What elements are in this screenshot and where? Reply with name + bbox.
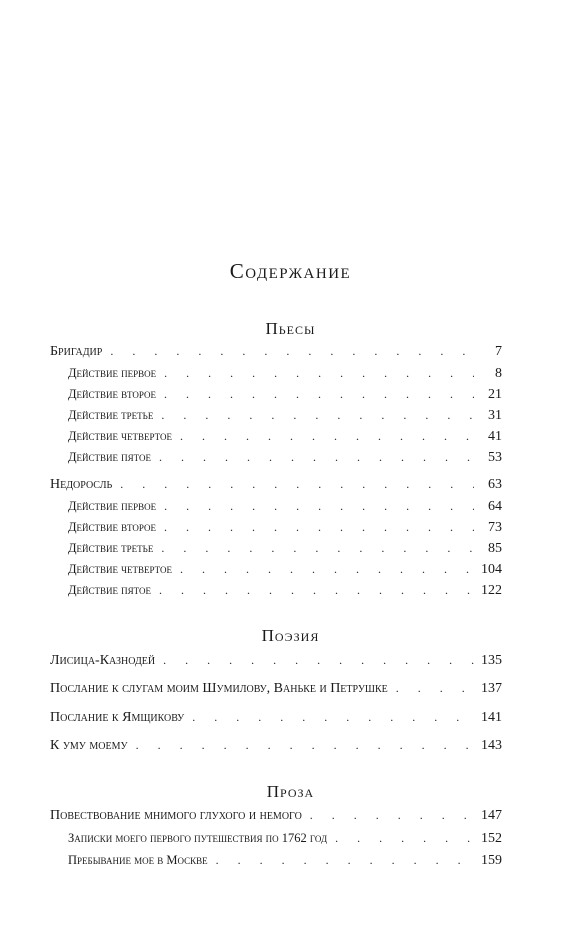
toc-entry-page: 73 xyxy=(488,520,502,535)
dot-leader xyxy=(310,808,474,823)
dot-leader xyxy=(110,344,474,359)
toc-entry[interactable] xyxy=(50,738,502,758)
toc-subentry[interactable] xyxy=(68,583,502,603)
dot-leader xyxy=(120,477,474,492)
toc-entry-label: Действие третье xyxy=(68,408,154,422)
toc-subentry[interactable] xyxy=(68,408,502,428)
toc-subentry[interactable] xyxy=(68,853,502,873)
dot-leader xyxy=(164,520,474,535)
toc-subentry[interactable] xyxy=(68,831,502,851)
dot-leader xyxy=(161,541,474,556)
dot-leader xyxy=(192,710,474,725)
toc-subentry[interactable] xyxy=(68,450,502,470)
toc-entry-label: Действие четвертое xyxy=(68,429,172,443)
dot-leader xyxy=(396,681,474,696)
toc-entry-label: Действие второе xyxy=(68,520,157,534)
section-heading-plays: Пьесы xyxy=(265,319,316,338)
dot-leader xyxy=(180,562,474,577)
toc-entry-label: Действие пятое xyxy=(68,450,152,464)
toc-entry-page: 122 xyxy=(481,583,502,598)
toc-entry-label: Послание к Ямщикову xyxy=(50,710,185,725)
toc-entry-page: 137 xyxy=(481,681,502,696)
toc-entry-page: 8 xyxy=(495,366,502,381)
toc-entry-page: 143 xyxy=(481,738,502,753)
toc-entry[interactable] xyxy=(50,344,502,364)
section-heading-poetry: Поэзия xyxy=(261,626,320,645)
toc-entry[interactable] xyxy=(50,710,502,730)
toc-subentry[interactable] xyxy=(68,366,502,386)
toc-entry[interactable] xyxy=(50,477,502,497)
dot-leader xyxy=(216,853,474,868)
toc-entry[interactable] xyxy=(50,681,502,701)
toc-subentry[interactable] xyxy=(68,387,502,407)
toc-entry-label: Действие второе xyxy=(68,387,157,401)
toc-entry-label: К уму моему xyxy=(50,738,128,753)
toc-entry-page: 135 xyxy=(481,653,502,668)
toc-entry-label: Повествование мнимого глухого и немого xyxy=(50,808,302,823)
dot-leader xyxy=(164,499,474,514)
toc-entry-page: 53 xyxy=(488,450,502,465)
toc-entry-page: 31 xyxy=(488,408,502,423)
dot-leader xyxy=(164,366,474,381)
toc-entry[interactable] xyxy=(50,653,502,673)
dot-leader xyxy=(163,653,474,668)
toc-entry-page: 104 xyxy=(481,562,502,577)
toc-subentry[interactable] xyxy=(68,562,502,582)
toc-entry-label: Действие пятое xyxy=(68,583,152,597)
toc-entry-label: Действие четвертое xyxy=(68,562,172,576)
toc-subentry[interactable] xyxy=(68,429,502,449)
toc-entry-page: 141 xyxy=(481,710,502,725)
dot-leader xyxy=(164,387,474,402)
dot-leader xyxy=(180,429,474,444)
toc-entry-page: 85 xyxy=(488,541,502,556)
toc-entry-label: Действие первое xyxy=(68,366,157,380)
toc-entry[interactable] xyxy=(50,808,502,828)
dot-leader xyxy=(335,831,474,846)
toc-entry-page: 63 xyxy=(488,477,502,492)
toc-entry-label: Записки моего первого путешествия по 1762 год xyxy=(68,831,328,845)
toc-entry-page: 7 xyxy=(495,344,502,359)
dot-leader xyxy=(159,450,474,465)
toc-entry-label: Пребывание мое в Москве xyxy=(68,853,208,867)
dot-leader xyxy=(159,583,474,598)
toc-entry-label: Действие первое xyxy=(68,499,157,513)
dot-leader xyxy=(136,738,474,753)
toc-entry-page: 21 xyxy=(488,387,502,402)
toc-entry-label: Бригадир xyxy=(50,344,103,359)
toc-entry-page: 41 xyxy=(488,429,502,444)
section-heading-prose: Проза xyxy=(266,782,315,801)
toc-subentry[interactable] xyxy=(68,541,502,561)
toc-entry-page: 147 xyxy=(481,808,502,823)
toc-entry-label: Недоросль xyxy=(50,477,113,492)
toc-subentry[interactable] xyxy=(68,499,502,519)
dot-leader xyxy=(161,408,474,423)
toc-entry-label: Послание к слугам моим Шумилову, Ваньке и Петрушке xyxy=(50,681,388,696)
toc-entry-label: Действие третье xyxy=(68,541,154,555)
toc-entry-page: 159 xyxy=(481,853,502,868)
toc-entry-page: 152 xyxy=(481,831,502,846)
toc-entry-label: Лисица-Казнодей xyxy=(50,653,156,668)
toc-entry-page: 64 xyxy=(488,499,502,514)
page-title: Содержание xyxy=(229,259,352,283)
toc-subentry[interactable] xyxy=(68,520,502,540)
